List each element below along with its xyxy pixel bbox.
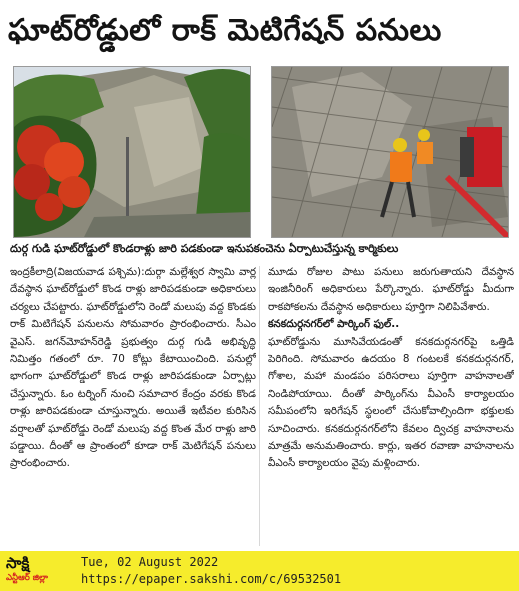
epaper-footer: [0, 551, 519, 591]
article-column-left: [10, 264, 256, 548]
logo-edition: ఎన్టీఆర్ జిల్లా: [6, 573, 48, 583]
article-paragraph: ఇంద్రకీలాద్రి(విజయవాడ పశ్చిమ):దుర్గా మల్లేశ్వర స్వామి వార్ల దేవస్థాన ఘాట్‌రోడ్డులో కొండ రాళ్లు జారిపడకుండా అధికారులు చర్యలు చేపట్టారు. ఘాట్‌రోడ్డులోని రెండో మలుపు వద్ద కొండకు రాక్ మిటిగేషన్ పనులను సోమవారం ప్రారంభించారు. సీఎం వైఎస్. జగన్‌మోహన్‌రెడ్డి ప్రభుత్వం దుర్గ గుడి అభివృద్ధి నిమిత్తం గతంలో రూ. 70 కోట్లు కేటాయించింది. పనుల్లో భాగంగా ఘాట్‌రోడ్డులో కొండ రాళ్లు జారిపడకుండా ఏర్పాట్లు చేస్తున్నారు. ఓం టర్నింగ్ నుంచి సమాచార కేంద్రం వరకు కొండ రాళ్లు జారిపడకుండా చూస్తున్నారు. అయితే ఇటీవల కురిసిన వర్షాలతో ఘాట్‌రోడ్డు రెండో మలుపు వద్ద కొంత మేర రాళ్లు జారి పడ్డాయి. దీంతో ఆ ప్రాంతంలో కూడా రాక్ మెటిగేషన్ పనులు ప్రారంభించారు.: [10, 266, 256, 470]
logo-title: సాక్షి: [6, 554, 30, 572]
article-headline: ఘాట్‌రోడ్డులో రాక్ మెటిగేషన్ పనులు: [8, 13, 442, 48]
article-paragraph: ఘాట్‌రోడ్డును మూసివేయడంతో కనకదుర్గనగర్‌పై ఒత్తిడి పెరిగింది. సోమవారం ఉదయం 8 గంటలకే కనకదుర్గనగర్, గోశాల, మహా మండపం పరిసరాలు పూర్తిగా వాహనాలతో నిండిపోయాయి. దీంతో పార్కింగ్‌ను వీఎంసీ కార్యాలయం సమీపంలోని ఇరిగేషన్ స్థలంలో చేసుకోవాల్సిందిగా భక్తులకు సూచించారు. కనకదుర్గనగర్‌లోని కేవలం ద్విచక్ర వాహనాలను మాత్రమే అనుమతించారు. కార్లు, ఇతర రవాణా వాహనాలను వీఎంసీ కార్యాలయం వైపు మళ్లించారు.: [268, 335, 514, 470]
article-paragraph: మూడు రోజుల పాటు పనులు జరుగుతాయని దేవస్థాన ఇంజినీరింగ్ అధికారులు పేర్కొన్నారు. ఘాట్‌రోడ్డు మీదుగా రాకపోకలను దేవస్థాన అధికారులు పూర్తిగా నిలిపివేశారు.: [268, 266, 514, 313]
epaper-link[interactable]: https://epaper.sakshi.com/c/69532501: [81, 572, 342, 586]
article-subheading: కనకదుర్గనగర్‌లో పార్కింగ్ ఫుల్..: [268, 318, 400, 331]
column-divider: [259, 266, 260, 546]
publication-date: Tue, 02 August 2022: [81, 555, 219, 569]
photo-caption: దుర్గ గుడి ఘాట్‌రోడ్డులో కొండరాళ్లు జారి పడకుండా ఇనుపకంచెను ఏర్పాటుచేస్తున్న కార్మికులు: [10, 242, 399, 255]
sakshi-logo: [6, 554, 72, 588]
article-column-right: [268, 264, 514, 548]
workers-fence-photo: [271, 66, 509, 238]
ghat-road-hill-photo: [13, 66, 251, 238]
